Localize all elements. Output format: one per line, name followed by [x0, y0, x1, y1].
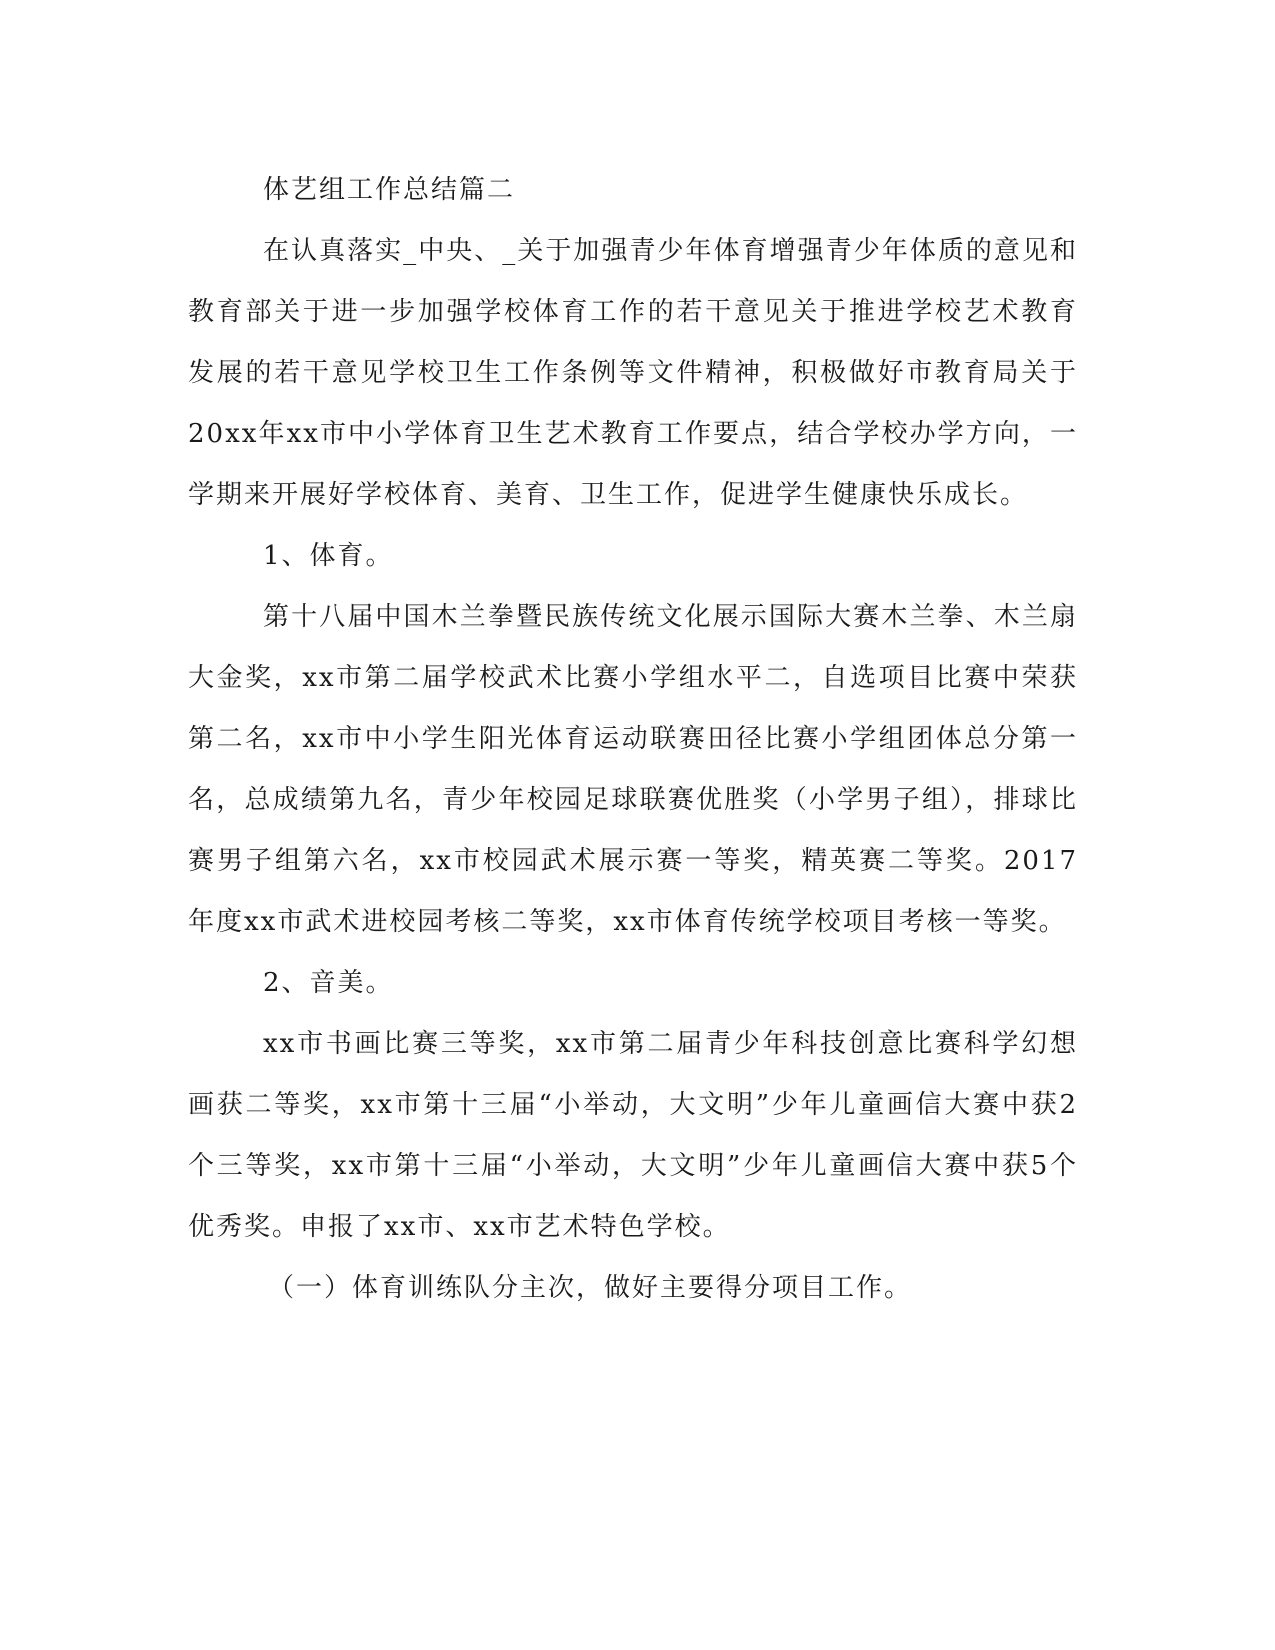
music-art-paragraph: xx市书画比赛三等奖，xx市第二届青少年科技创意比赛科学幻想画获二等奖，xx市第十三届“小举动，大文明”少年儿童画信大赛中获2个三等奖，xx市第十三届“小举动，大文明”少年儿童画信大赛中获5个优秀奖。申报了xx市、xx市艺术特色学校。	[188, 1029, 1078, 1242]
section-title: 体艺组工作总结篇二	[263, 175, 516, 205]
sports-paragraph: 第十八届中国木兰拳暨民族传统文化展示国际大赛木兰拳、木兰扇大金奖，xx市第二届学校武术比赛小学组水平二，自选项目比赛中荣获第二名，xx市中小学生阳光体育运动联赛田径比赛小学组团体总分第一名，总成绩第九名，青少年校园足球联赛优胜奖（小学男子组），排球比赛男子组第六名，xx市校园武术展示赛一等奖，精英赛二等奖。2017年度xx市武术进校园考核二等奖，xx市体育传统学校项目考核一等奖。	[188, 602, 1078, 937]
document-body	[188, 160, 1078, 1319]
heading-sports: 1、体育。	[263, 541, 394, 571]
intro-paragraph: 在认真落实_中央、_关于加强青少年体育增强青少年体质的意见和教育部关于进一步加强学校体育工作的若干意见关于推进学校艺术教育发展的若干意见学校卫生工作条例等文件精神，积极做好市教育局关于20xx年xx市中小学体育卫生艺术教育工作要点，结合学校办学方向，一学期来开展好学校体育、美育、卫生工作，促进学生健康快乐成长。	[188, 236, 1078, 510]
heading-music-art: 2、音美。	[263, 968, 394, 998]
subheading-training-team: （一）体育训练队分主次，做好主要得分项目工作。	[268, 1273, 913, 1303]
